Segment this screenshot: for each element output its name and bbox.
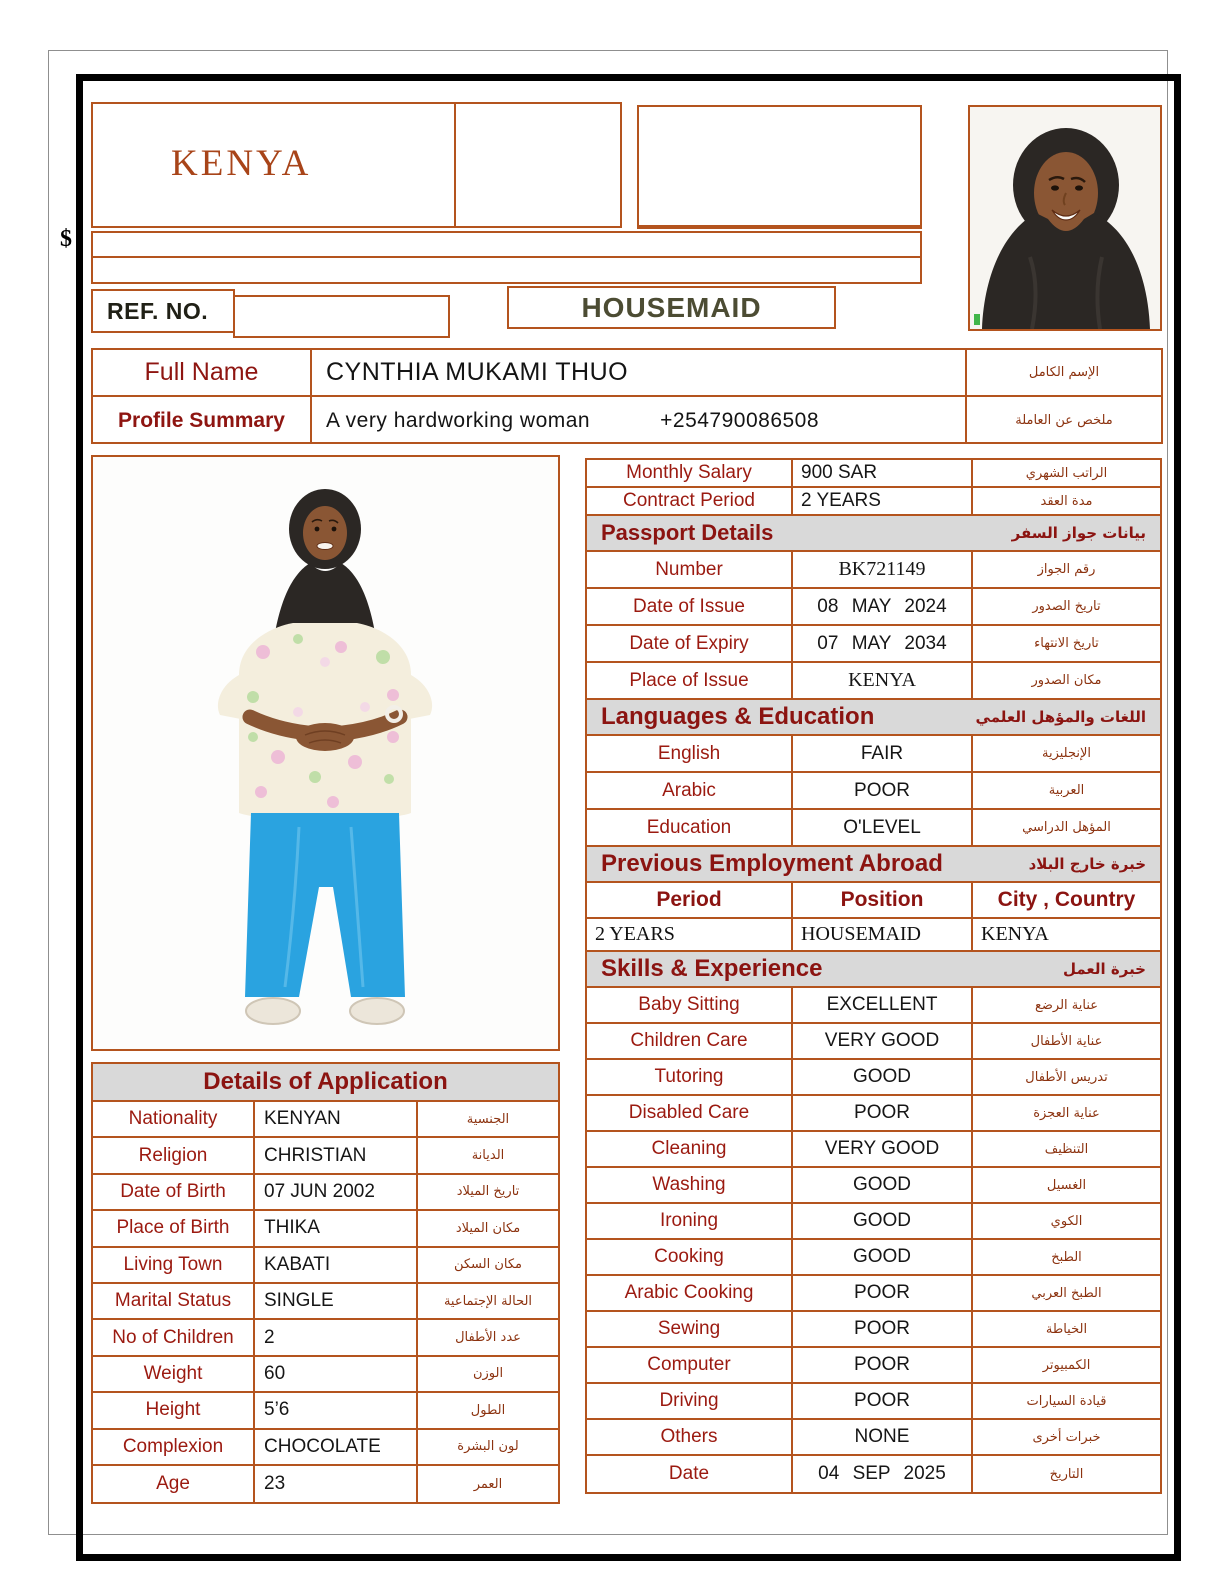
table-row [587, 1420, 1160, 1456]
row-value: 2 [255, 1320, 418, 1354]
table-row [587, 1060, 1160, 1096]
row-value: 04 SEP 2025 [793, 1456, 973, 1492]
row-arabic-label: خبرات أخرى [1032, 1429, 1101, 1445]
row-value: THIKA [255, 1211, 418, 1245]
row-arabic-label: رقم الجواز [1037, 562, 1096, 577]
identity-table [91, 348, 1163, 444]
row-value: BK721149 [793, 552, 973, 587]
row-arabic-label: عناية الأطفال [1030, 1033, 1103, 1049]
full-name-label: Full Name [93, 350, 312, 395]
table-row [587, 1240, 1160, 1276]
row-value: KENYA [793, 663, 973, 698]
portrait-photo [968, 105, 1162, 331]
table-row [587, 1168, 1160, 1204]
table-row [587, 1024, 1160, 1060]
row-arabic-label: الخياطة [1045, 1321, 1088, 1337]
full-body-photo-illustration [93, 457, 558, 1049]
previous-employment-header [587, 847, 1160, 883]
blank-strip-row-1 [91, 231, 922, 258]
row-label: Monthly Salary [587, 460, 793, 486]
row-label: Nationality [93, 1102, 255, 1136]
row-arabic-label: تدريس الأطفال [1025, 1069, 1108, 1085]
row-value: POOR [793, 1384, 973, 1418]
row-label: Education [587, 810, 793, 845]
profile-summary-arabic-label: ملخص عن العاملة [1015, 413, 1113, 428]
details-of-application-header [93, 1064, 558, 1102]
agency-logo-box [637, 105, 922, 229]
full-name-arabic-label: الإسم الكامل [1028, 365, 1100, 380]
row-value: VERY GOOD [793, 1024, 973, 1058]
profile-summary-row [93, 397, 1161, 444]
position-title: HOUSEMAID [581, 291, 762, 323]
table-row [93, 1248, 558, 1284]
table-row [93, 1430, 558, 1466]
country-header-box [91, 102, 622, 228]
row-arabic-label: الطبخ العربي [1031, 1285, 1102, 1301]
table-row [587, 460, 1160, 488]
row-arabic-label: مكان الميلاد [455, 1220, 521, 1236]
row-label: Arabic Cooking [587, 1276, 793, 1310]
employment-city-column: City , Country [997, 888, 1136, 911]
row-value: EXCELLENT [793, 988, 973, 1022]
table-row [587, 1204, 1160, 1240]
row-label: Arabic [587, 773, 793, 808]
table-row [93, 1393, 558, 1429]
profile-phone-number: +254790086508 [660, 408, 820, 432]
table-row [587, 589, 1160, 626]
row-label: Cooking [587, 1240, 793, 1274]
row-arabic-label: الكمبيوتر [1042, 1357, 1091, 1373]
table-row [587, 552, 1160, 589]
table-row [587, 1456, 1160, 1492]
row-value: 5’6 [255, 1393, 418, 1427]
portrait-photo-illustration [970, 107, 1160, 329]
details-of-application-table [91, 1062, 560, 1504]
right-details-table [585, 458, 1162, 1494]
row-value: VERY GOOD [793, 1132, 973, 1166]
row-value: CHRISTIAN [255, 1138, 418, 1172]
ref-no-label: REF. NO. [107, 297, 209, 324]
row-arabic-label: الوزن [472, 1366, 504, 1382]
row-value: CHOCOLATE [255, 1430, 418, 1464]
ref-no-box [91, 289, 235, 333]
row-arabic-label: عدد الأطفال [455, 1330, 521, 1346]
row-label: Complexion [93, 1430, 255, 1464]
row-label: Children Care [587, 1024, 793, 1058]
row-arabic-label: الطبخ [1051, 1249, 1082, 1265]
row-value: POOR [793, 1312, 973, 1346]
row-value: POOR [793, 1348, 973, 1382]
skills-experience-header [587, 952, 1160, 988]
table-row [587, 1384, 1160, 1420]
table-row [587, 810, 1160, 847]
position-title-box [507, 286, 836, 329]
profile-summary-label: Profile Summary [93, 397, 312, 444]
row-label: Weight [93, 1357, 255, 1391]
row-label: Tutoring [587, 1060, 793, 1094]
full-name-row [93, 350, 1161, 397]
row-value: 23 [255, 1466, 418, 1502]
row-arabic-label: الكوي [1050, 1213, 1083, 1229]
row-value: KABATI [255, 1248, 418, 1282]
row-label: Place of Issue [587, 663, 793, 698]
passport-details-arabic-title: بيانات جواز السفر [1011, 524, 1146, 542]
profile-summary-value [312, 397, 967, 444]
row-value: GOOD [793, 1060, 973, 1094]
row-arabic-label: قيادة السيارات [1026, 1393, 1107, 1409]
row-arabic-label: مدة العقد [1040, 493, 1093, 509]
row-arabic-label: عناية العجزة [1033, 1105, 1100, 1121]
row-value: O'LEVEL [793, 810, 973, 845]
profile-summary-text: A very hardworking woman [326, 408, 591, 432]
details-of-application-title: Details of Application [203, 1068, 448, 1095]
row-label: Contract Period [587, 488, 793, 514]
row-value: SINGLE [255, 1284, 418, 1318]
skills-experience-arabic-title: خبرة العمل [1062, 960, 1146, 978]
row-value: POOR [793, 773, 973, 808]
languages-education-title: Languages & Education [601, 703, 875, 730]
row-label: Place of Birth [93, 1211, 255, 1245]
table-row [93, 1211, 558, 1247]
row-arabic-label: تاريخ الصدور [1032, 599, 1101, 614]
table-row [93, 1466, 558, 1502]
row-label: Marital Status [93, 1284, 255, 1318]
row-label: Number [587, 552, 793, 587]
employment-columns-row [587, 883, 1160, 919]
row-value: KENYAN [255, 1102, 418, 1136]
row-label: Computer [587, 1348, 793, 1382]
employment-period-column: Period [587, 883, 793, 917]
table-row [587, 773, 1160, 810]
row-label: Sewing [587, 1312, 793, 1346]
row-arabic-label: الطول [470, 1402, 506, 1418]
row-label: Driving [587, 1384, 793, 1418]
table-row [587, 1276, 1160, 1312]
row-arabic-label: الراتب الشهري [1025, 465, 1108, 481]
table-row [587, 1348, 1160, 1384]
row-label: Date of Issue [587, 589, 793, 624]
row-arabic-label: التاريخ [1049, 1466, 1084, 1482]
row-arabic-label: الحالة الإجتماعية [443, 1293, 533, 1309]
row-label: Cleaning [587, 1132, 793, 1166]
row-arabic-label: لون البشرة [457, 1439, 519, 1455]
row-arabic-label: الإنجليزية [1041, 746, 1092, 761]
skills-experience-title: Skills & Experience [601, 955, 823, 982]
previous-employment-title: Previous Employment Abroad [601, 850, 943, 877]
row-value: GOOD [793, 1240, 973, 1274]
row-arabic-label: العمر [473, 1476, 503, 1492]
country-name: KENYA [171, 143, 312, 184]
row-label: Date [587, 1456, 793, 1492]
row-arabic-label: تاريخ الميلاد [456, 1184, 520, 1200]
full-name-value: CYNTHIA MUKAMI THUO [312, 350, 967, 395]
employment-period-value: 2 YEARS [587, 919, 793, 950]
row-arabic-label: المؤهل الدراسي [1022, 820, 1111, 835]
table-row [587, 988, 1160, 1024]
languages-education-arabic-title: اللغات والمؤهل العلمي [975, 708, 1146, 726]
row-value: 60 [255, 1357, 418, 1391]
country-box-divider [454, 104, 456, 226]
employment-position-column: Position [793, 883, 973, 917]
stray-dollar-glyph: $ [60, 226, 72, 252]
row-value: FAIR [793, 736, 973, 771]
row-value: 08 MAY 2024 [793, 589, 973, 624]
row-label: Date of Birth [93, 1175, 255, 1209]
row-arabic-label: التنظيف [1044, 1141, 1089, 1157]
row-label: Disabled Care [587, 1096, 793, 1130]
passport-details-header [587, 516, 1160, 552]
row-arabic-label: مكان السكن [453, 1257, 523, 1273]
row-arabic-label: عناية الرضع [1034, 997, 1099, 1013]
table-row [587, 736, 1160, 773]
full-body-photo [91, 455, 560, 1051]
row-value: 2 YEARS [793, 488, 973, 514]
row-arabic-label: الجنسية [466, 1111, 510, 1127]
row-label: Religion [93, 1138, 255, 1172]
row-label: Baby Sitting [587, 988, 793, 1022]
row-arabic-label: الغسيل [1046, 1177, 1087, 1193]
table-row [93, 1320, 558, 1356]
row-value: NONE [793, 1420, 973, 1454]
employment-city-value: KENYA [981, 923, 1049, 945]
table-row [587, 488, 1160, 516]
row-value: 07 JUN 2002 [255, 1175, 418, 1209]
table-row [587, 626, 1160, 663]
table-row [93, 1284, 558, 1320]
row-arabic-label: العربية [1048, 783, 1085, 798]
row-label: Height [93, 1393, 255, 1427]
row-value: 07 MAY 2034 [793, 626, 973, 661]
blank-strip-row-2 [91, 256, 922, 284]
ref-no-value-field [233, 295, 450, 338]
row-label: English [587, 736, 793, 771]
row-label: Ironing [587, 1204, 793, 1238]
row-value: GOOD [793, 1168, 973, 1202]
row-label: Date of Expiry [587, 626, 793, 661]
row-value: GOOD [793, 1204, 973, 1238]
languages-education-header [587, 700, 1160, 736]
row-value: 900 SAR [793, 460, 973, 486]
employment-position-value: HOUSEMAID [793, 919, 973, 950]
row-label: Others [587, 1420, 793, 1454]
employment-record-row [587, 919, 1160, 952]
row-label: Washing [587, 1168, 793, 1202]
row-arabic-label: تاريخ الانتهاء [1034, 636, 1099, 651]
passport-details-title: Passport Details [601, 520, 774, 545]
table-row [587, 1096, 1160, 1132]
table-row [93, 1102, 558, 1138]
table-row [587, 1132, 1160, 1168]
table-row [587, 1312, 1160, 1348]
row-value: POOR [793, 1096, 973, 1130]
previous-employment-arabic-title: خبرة خارج البلاد [1028, 855, 1146, 873]
row-arabic-label: الديانة [471, 1148, 505, 1164]
table-row [93, 1138, 558, 1174]
table-row [93, 1357, 558, 1393]
row-arabic-label: مكان الصدور [1031, 673, 1102, 688]
table-row [93, 1175, 558, 1211]
row-label: No of Children [93, 1320, 255, 1354]
table-row [587, 663, 1160, 700]
row-label: Age [93, 1466, 255, 1502]
row-value: POOR [793, 1276, 973, 1310]
row-label: Living Town [93, 1248, 255, 1282]
